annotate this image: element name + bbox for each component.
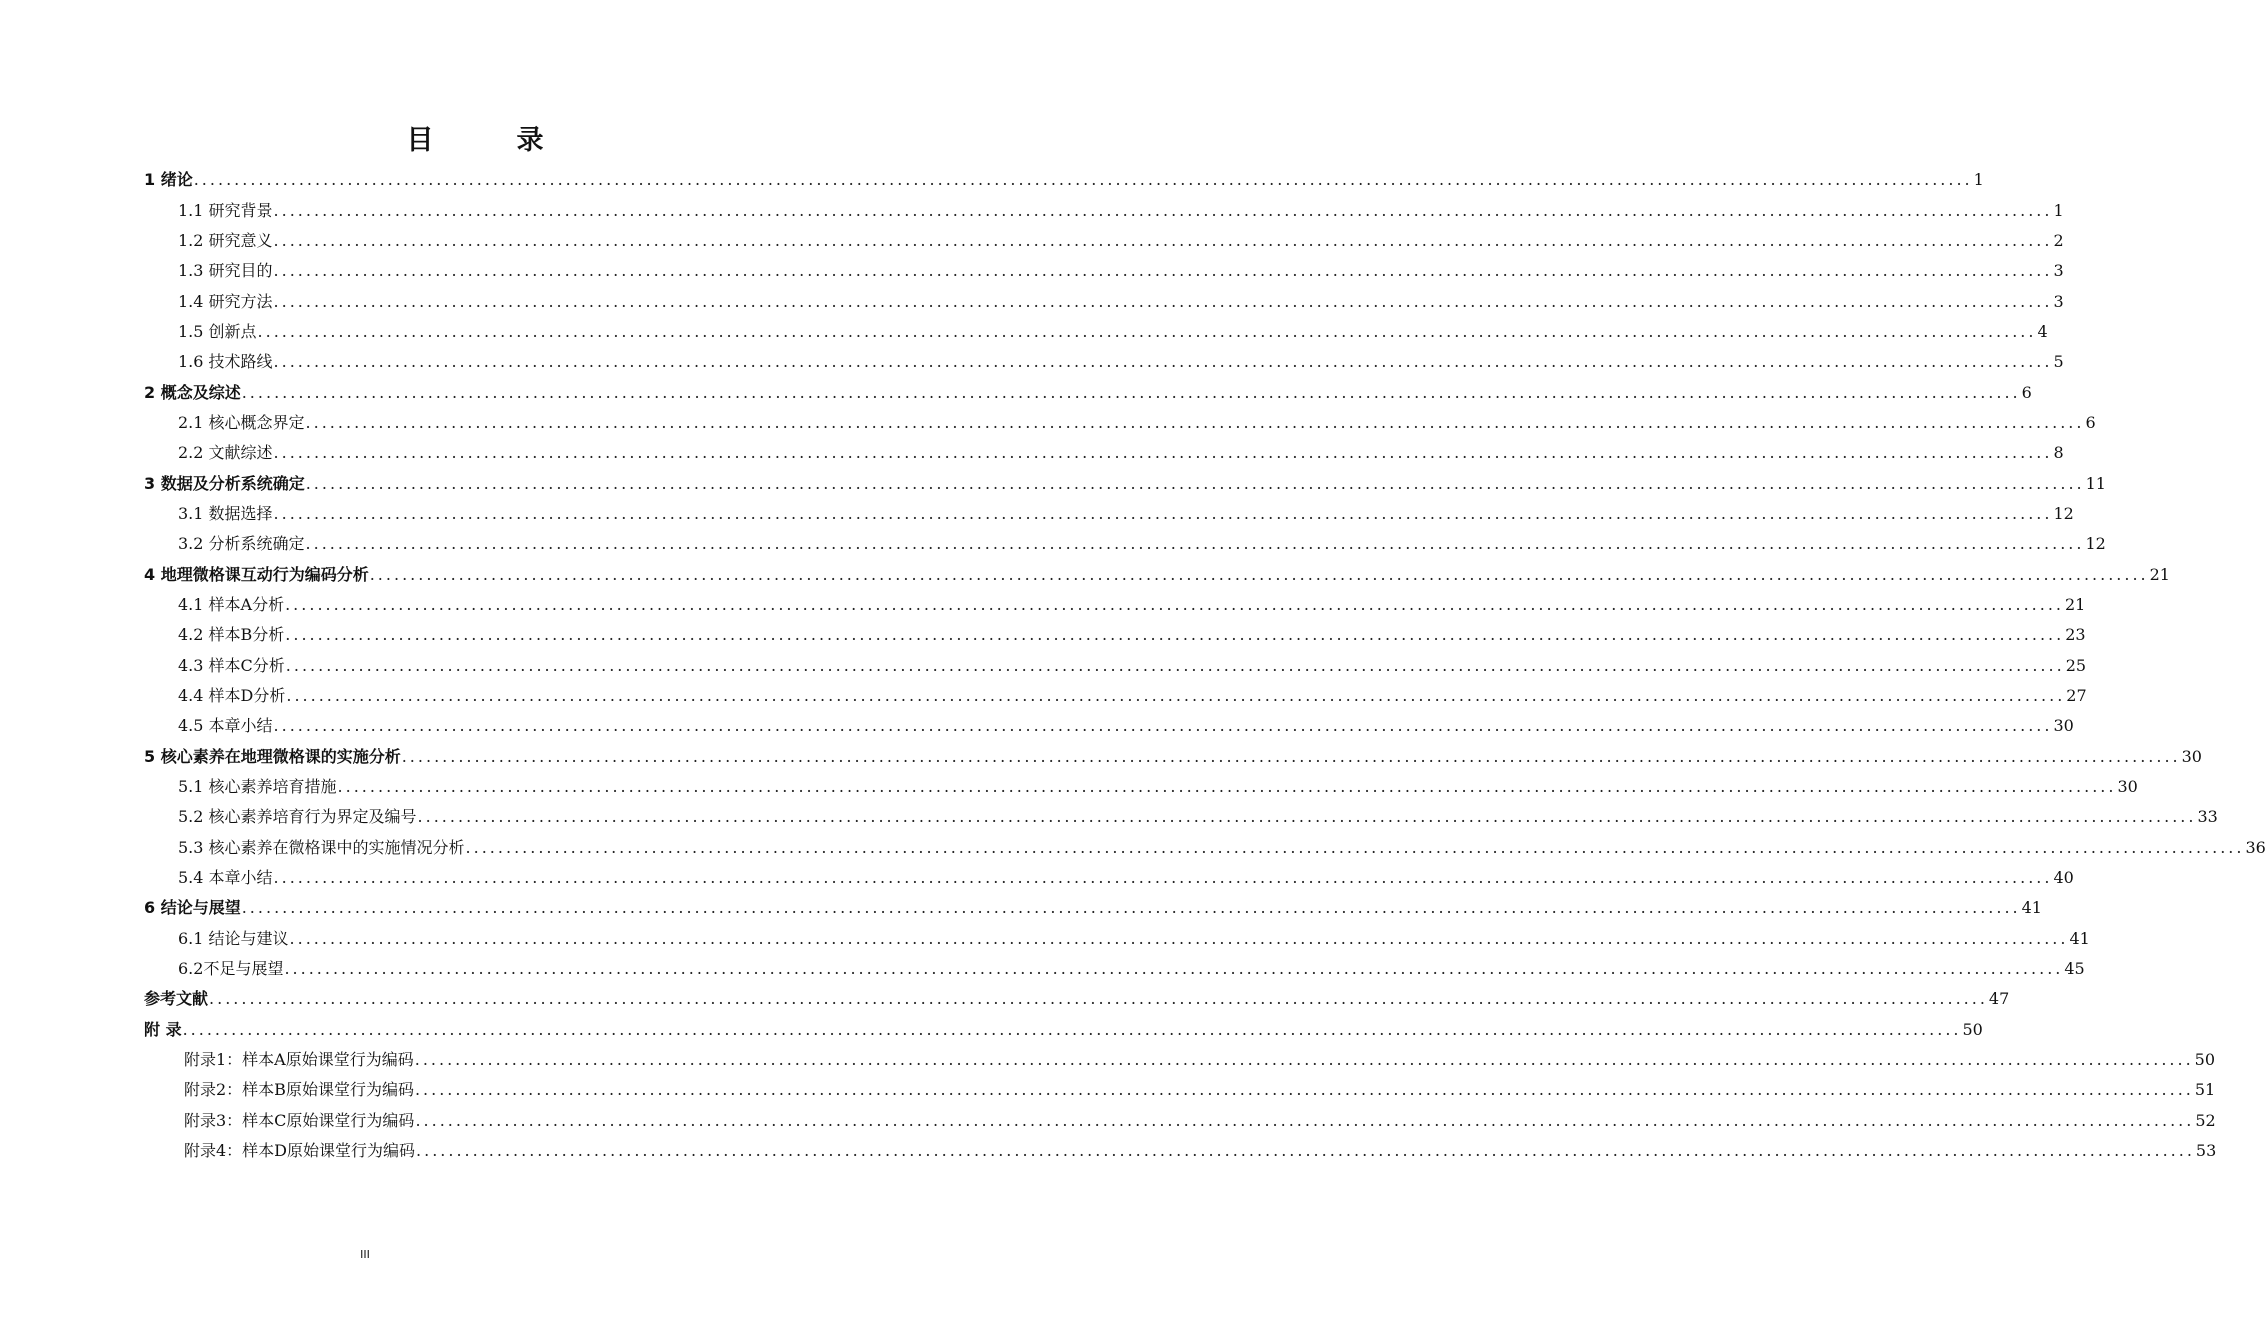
toc-entry-label: 6 结论与展望 [144, 898, 241, 918]
toc-entry-label: 1.3 研究目的 [178, 261, 273, 281]
dot-leader: ............................................................................................................................................................................................................................ [209, 989, 1988, 1009]
toc-entry-label: 6.2不足与展望 [178, 959, 284, 979]
toc-entry-page-number: 47 [1988, 989, 2010, 1009]
toc-entry-page-number: 6 [2085, 412, 2096, 432]
toc-entry[interactable] [144, 408, 2096, 438]
toc-entry-page-number: 30 [2181, 746, 2202, 766]
dot-leader: ............................................................................................................................................................................................................................ [285, 625, 2065, 645]
dot-leader: ............................................................................................................................................................................................................................ [257, 321, 2037, 341]
toc-entry[interactable] [144, 984, 2010, 1014]
toc-entry[interactable] [144, 165, 1984, 195]
toc-entry-page-number: 12 [2053, 503, 2074, 523]
toc-entry[interactable] [144, 377, 2032, 407]
toc-entry-page-number: 12 [2085, 534, 2106, 554]
toc-entry-label: 3.2 分析系统确定 [178, 534, 305, 554]
dot-leader: ............................................................................................................................................................................................................................ [284, 959, 2064, 979]
toc-entry-label: 5 核心素养在地理微格课的实施分析 [144, 746, 401, 766]
toc-entry-page-number: 40 [2053, 868, 2074, 888]
toc-entry[interactable] [144, 924, 2090, 954]
dot-leader: ............................................................................................................................................................................................................................ [273, 868, 2053, 888]
toc-entry-label: 4.3 样本C分析 [178, 655, 285, 675]
toc-entry-page-number: 1 [1973, 170, 1984, 190]
toc-entry-label: 4.2 样本B分析 [178, 625, 285, 645]
toc-entry-page-number: 6 [2021, 382, 2032, 402]
toc-entry-page-number: 36 [2245, 837, 2266, 857]
toc-entry-page-number: 25 [2065, 655, 2087, 675]
toc-entry[interactable] [144, 226, 2064, 256]
toc-entry[interactable] [144, 1106, 2216, 1136]
toc-entry-label: 5.4 本章小结 [178, 868, 273, 888]
dot-leader: ............................................................................................................................................................................................................................ [241, 898, 2021, 918]
toc-entry-page-number: 8 [2053, 443, 2064, 463]
toc-entry-page-number: 41 [2021, 898, 2042, 918]
toc-entry[interactable] [144, 438, 2064, 468]
toc-entry-label: 5.2 核心素养培育行为界定及编号 [178, 807, 417, 827]
dot-leader: ............................................................................................................................................................................................................................ [305, 412, 2085, 432]
dot-leader: ............................................................................................................................................................................................................................ [273, 716, 2053, 736]
dot-leader: ............................................................................................................................................................................................................................ [369, 564, 2149, 584]
toc-entry[interactable] [144, 681, 2087, 711]
dot-leader: ............................................................................................................................................................................................................................ [414, 1050, 2194, 1070]
toc-entry-label: 附录3：样本C原始课堂行为编码 [184, 1110, 415, 1130]
toc-entry[interactable] [144, 833, 2266, 863]
toc-entry-label: 4.4 样本D分析 [178, 686, 286, 706]
dot-leader: ............................................................................................................................................................................................................................ [273, 503, 2053, 523]
toc-entry-page-number: 41 [2069, 928, 2090, 948]
toc-entry[interactable] [144, 1045, 2216, 1075]
toc-entry-label: 4.5 本章小结 [178, 716, 273, 736]
dot-leader: ............................................................................................................................................................................................................................ [414, 1080, 2194, 1100]
toc-entry[interactable] [144, 802, 2218, 832]
toc-entry-label: 1.1 研究背景 [178, 200, 273, 220]
dot-leader: ............................................................................................................................................................................................................................ [415, 1110, 2195, 1130]
toc-entry[interactable] [144, 468, 2106, 498]
dot-leader: ............................................................................................................................................................................................................................ [273, 230, 2053, 250]
toc-entry[interactable] [144, 1015, 1983, 1045]
toc-entry-label: 3 数据及分析系统确定 [144, 473, 305, 493]
dot-leader: ............................................................................................................................................................................................................................ [416, 1141, 2195, 1161]
toc-entry-page-number: 52 [2195, 1110, 2216, 1130]
dot-leader: ............................................................................................................................................................................................................................ [273, 200, 2053, 220]
toc-entry-label: 2.1 核心概念界定 [178, 412, 305, 432]
toc-entry[interactable] [144, 529, 2106, 559]
dot-leader: ............................................................................................................................................................................................................................ [273, 261, 2053, 281]
dot-leader: ............................................................................................................................................................................................................................ [193, 170, 1973, 190]
toc-entry-label: 参考文献 [144, 989, 209, 1009]
dot-leader: ............................................................................................................................................................................................................................ [305, 534, 2085, 554]
toc-entry-label: 4.1 样本A分析 [178, 594, 285, 614]
toc-entry-page-number: 50 [1962, 1019, 1983, 1039]
toc-entry-page-number: 11 [2085, 473, 2106, 493]
toc-entry-page-number: 45 [2064, 959, 2085, 979]
page-title: 目 录 [406, 125, 572, 156]
toc-entry[interactable] [144, 590, 2086, 620]
toc-entry-page-number: 51 [2194, 1080, 2216, 1100]
dot-leader: ............................................................................................................................................................................................................................ [289, 928, 2069, 948]
toc-entry[interactable] [144, 347, 2064, 377]
toc-entry-label: 2.2 文献综述 [178, 443, 273, 463]
dot-leader: ............................................................................................................................................................................................................................ [401, 746, 2181, 766]
toc-entry-label: 附录2：样本B原始课堂行为编码 [184, 1080, 414, 1100]
dot-leader: ............................................................................................................................................................................................................................ [273, 443, 2053, 463]
dot-leader: ............................................................................................................................................................................................................................ [286, 686, 2066, 706]
toc-entry[interactable] [144, 651, 2087, 681]
toc-entry-label: 1.4 研究方法 [178, 291, 273, 311]
toc-entry-label: 附录4：样本D原始课堂行为编码 [184, 1141, 416, 1161]
dot-leader: ............................................................................................................................................................................................................................ [465, 837, 2245, 857]
toc-entry-label: 1.2 研究意义 [178, 230, 273, 250]
dot-leader: ............................................................................................................................................................................................................................ [305, 473, 2085, 493]
toc-entry-label: 附 录 [144, 1019, 182, 1039]
toc-entry-page-number: 30 [2053, 716, 2074, 736]
toc-entry-page-number: 23 [2065, 625, 2086, 645]
toc-entry-page-number: 33 [2197, 807, 2218, 827]
table-of-contents [144, 165, 2266, 1166]
toc-entry-page-number: 21 [2065, 594, 2086, 614]
dot-leader: ............................................................................................................................................................................................................................ [417, 807, 2197, 827]
toc-entry-page-number: 30 [2117, 777, 2138, 797]
toc-entry-label: 3.1 数据选择 [178, 503, 273, 523]
dot-leader: ............................................................................................................................................................................................................................ [241, 382, 2021, 402]
toc-entry[interactable] [144, 620, 2086, 650]
dot-leader: ............................................................................................................................................................................................................................ [285, 655, 2065, 675]
toc-entry[interactable] [144, 317, 2048, 347]
dot-leader: ............................................................................................................................................................................................................................ [273, 291, 2053, 311]
toc-entry-label: 1 绪论 [144, 170, 193, 190]
page-number-footer: III [360, 1248, 370, 1261]
toc-entry-label: 5.3 核心素养在微格课中的实施情况分析 [178, 837, 465, 857]
toc-entry[interactable] [144, 256, 2064, 286]
toc-entry-page-number: 2 [2053, 230, 2064, 250]
toc-entry[interactable] [144, 742, 2202, 772]
toc-entry-page-number: 4 [2037, 321, 2048, 341]
toc-entry-label: 1.6 技术路线 [178, 352, 273, 372]
toc-entry-page-number: 3 [2053, 291, 2064, 311]
toc-entry-page-number: 3 [2053, 261, 2064, 281]
toc-entry-label: 6.1 结论与建议 [178, 928, 289, 948]
toc-entry-page-number: 5 [2053, 352, 2064, 372]
toc-entry[interactable] [144, 499, 2074, 529]
toc-entry-label: 1.5 创新点 [178, 321, 257, 341]
toc-entry-page-number: 1 [2053, 200, 2064, 220]
toc-entry[interactable] [144, 1136, 2217, 1166]
dot-leader: ............................................................................................................................................................................................................................ [285, 594, 2064, 614]
dot-leader: ............................................................................................................................................................................................................................ [337, 777, 2117, 797]
toc-entry[interactable] [144, 893, 2042, 923]
toc-entry[interactable] [144, 1075, 2216, 1105]
toc-entry-label: 附录1：样本A原始课堂行为编码 [184, 1050, 414, 1070]
toc-entry-page-number: 21 [2149, 564, 2170, 584]
toc-entry[interactable] [144, 863, 2074, 893]
toc-entry[interactable] [144, 286, 2064, 316]
toc-entry-page-number: 50 [2194, 1050, 2216, 1070]
toc-entry-label: 5.1 核心素养培育措施 [178, 777, 337, 797]
toc-entry[interactable] [144, 195, 2064, 225]
toc-entry[interactable] [144, 954, 2085, 984]
dot-leader: ............................................................................................................................................................................................................................ [182, 1019, 1962, 1039]
dot-leader: ............................................................................................................................................................................................................................ [273, 352, 2053, 372]
toc-entry-label: 2 概念及综述 [144, 382, 241, 402]
toc-entry[interactable] [144, 559, 2170, 589]
toc-entry[interactable] [144, 772, 2138, 802]
toc-entry[interactable] [144, 711, 2074, 741]
toc-entry-page-number: 27 [2066, 686, 2087, 706]
toc-entry-label: 4 地理微格课互动行为编码分析 [144, 564, 369, 584]
toc-entry-page-number: 53 [2195, 1141, 2217, 1161]
